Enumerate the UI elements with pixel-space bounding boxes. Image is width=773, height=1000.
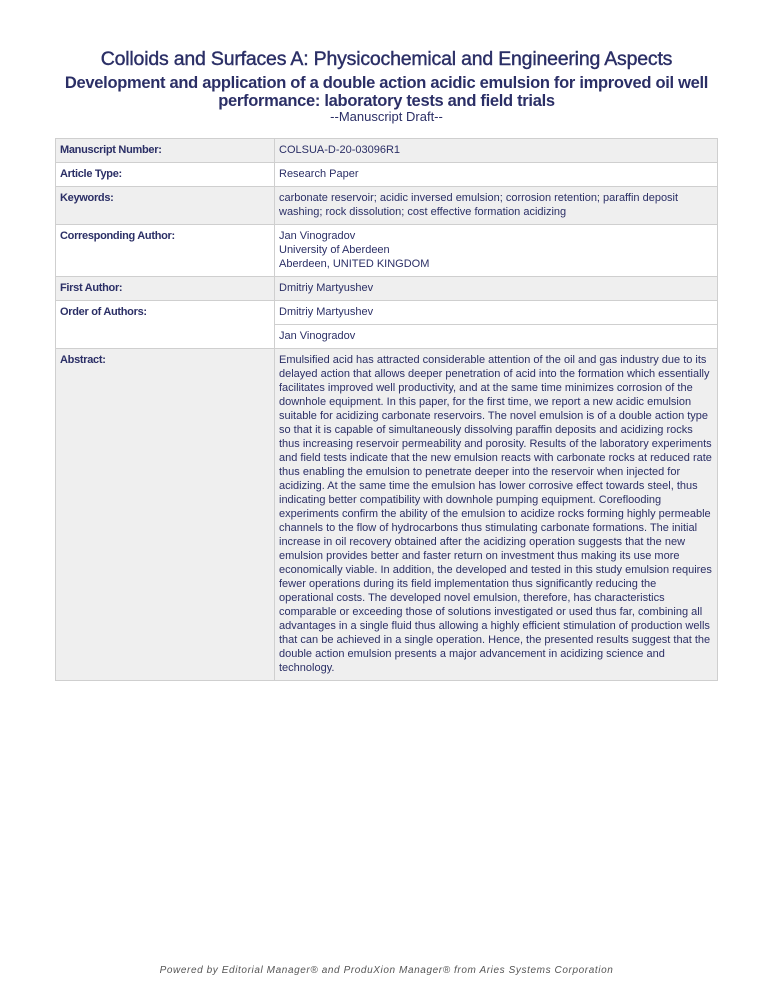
- first-author-row: [56, 277, 718, 301]
- manuscript-number-label: Manuscript Number:: [56, 139, 275, 163]
- footer-credit: Powered by Editorial Manager® and ProduXion Manager® from Aries Systems Corporation: [159, 965, 614, 976]
- journal-title: Colloids and Surfaces A: Physicochemical and Engineering Aspects: [100, 48, 673, 70]
- article-type-value: Research Paper: [275, 163, 718, 187]
- corresponding-author-location: Aberdeen, UNITED KINGDOM: [279, 258, 430, 270]
- first-author-label: First Author:: [56, 277, 275, 301]
- keywords-label: Keywords:: [56, 187, 275, 225]
- first-author-value: Dmitriy Martyushev: [275, 277, 718, 301]
- manuscript-number-row: [56, 139, 718, 163]
- article-type-row: [56, 163, 718, 187]
- abstract-text: Emulsified acid has attracted considerable attention of the oil and gas industry due to its delayed action that allows deeper penetration of acid into the formation which essentially facilitates improved well productivity, and at the same time minimizes corrosion of the downhole equipment. In this paper, for the first time, we report a new acidic emulsion suitable for acidizing carbonate reservoirs. The novel emulsion is of a double action type so that it is capable of simultaneously dissolving paraffin deposits and acidizing rocks thus increasing reservoir permeability and porosity. Results of the laboratory experiments and field tests indicate that the new emulsion reacts with carbonate rocks at reduced rate thus enabling the emulsion to penetrate deeper into the reservoir when injected for acidizing. At the same time the emulsion has lower corrosive effect towards steel, thus indicating better compatibility with downhole pumping equipment. Coreflooding experiments confirm the ability of the emulsion to acidize rocks forming highly permeable channels to the flow of hydrocarbons thus stimulating carbonate formations. The initial increase in oil recovery obtained after the acidizing operation suggests that the new emulsion provides better and faster return on investment thus making its use more economically viable. In addition, the developed and tested in this study emulsion requires fewer operations during its field implementation thus significantly reducing the operational costs. The developed novel emulsion, therefore, has characteristics comparable or exceeding those of solutions investigated or used thus far, combining all advantages in a single fluid thus allowing a highly efficient stimulation of production wells that can be achieved in a single operation. Hence, the presented results suggest that the double action emulsion presents a major advancement in acidizing science and technology.: [275, 349, 718, 681]
- corresponding-author-value: [275, 225, 718, 277]
- manuscript-draft-label: --Manuscript Draft--: [330, 109, 443, 124]
- abstract-row: [56, 349, 718, 681]
- corresponding-author-row: [56, 225, 718, 277]
- abstract-label: Abstract:: [56, 349, 275, 681]
- order-of-authors-label: Order of Authors:: [56, 301, 275, 349]
- author-entry: Dmitriy Martyushev: [275, 301, 718, 325]
- manuscript-number-value: COLSUA-D-20-03096R1: [275, 139, 718, 163]
- article-type-label: Article Type:: [56, 163, 275, 187]
- article-title: Development and application of a double action acidic emulsion for improved oil well performance: laboratory tests and field trials: [64, 74, 709, 110]
- order-of-authors-row: [56, 301, 718, 325]
- keywords-value: carbonate reservoir; acidic inversed emulsion; corrosion retention; paraffin deposit washing; rock dissolution; cost effective formation acidizing: [275, 187, 718, 225]
- corresponding-author-name: Jan Vinogradov: [279, 230, 356, 242]
- corresponding-author-affiliation: University of Aberdeen: [279, 244, 390, 256]
- keywords-row: [56, 187, 718, 225]
- manuscript-info-table: [55, 138, 718, 681]
- author-entry: Jan Vinogradov: [275, 325, 718, 349]
- corresponding-author-label: Corresponding Author:: [56, 225, 275, 277]
